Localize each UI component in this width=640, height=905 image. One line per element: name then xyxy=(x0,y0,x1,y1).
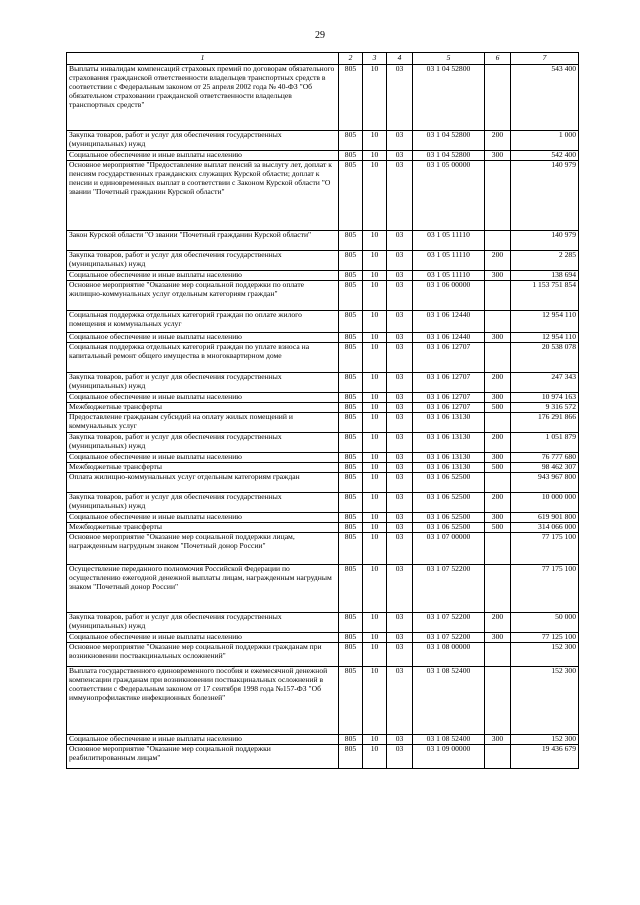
row-expense-type-cell: 300 xyxy=(485,452,511,462)
row-name-cell: Социальная поддержка отдельных категорий граждан по оплате жилого помещения и коммунальных услуг xyxy=(67,310,339,332)
table-row xyxy=(67,744,579,768)
row-expense-type-cell: 300 xyxy=(485,332,511,342)
row-code-cell: 10 xyxy=(363,522,387,532)
table-row xyxy=(67,492,579,512)
row-expense-type-cell xyxy=(485,642,511,666)
row-code-cell: 805 xyxy=(339,280,363,310)
row-name-cell: Социальное обеспечение и иные выплаты населению xyxy=(67,392,339,402)
table-row xyxy=(67,332,579,342)
table-row xyxy=(67,270,579,280)
row-name-cell: Закупка товаров, работ и услуг для обеспечения государственных (муниципальных) нужд xyxy=(67,372,339,392)
row-code-cell: 805 xyxy=(339,642,363,666)
row-name-cell: Социальное обеспечение и иные выплаты населению xyxy=(67,734,339,744)
row-code-cell: 805 xyxy=(339,666,363,734)
table-row xyxy=(67,642,579,666)
row-target-code-cell: 03 1 07 52200 xyxy=(413,564,485,612)
row-code-cell: 03 xyxy=(387,532,413,564)
row-code-cell: 03 xyxy=(387,452,413,462)
row-expense-type-cell: 300 xyxy=(485,632,511,642)
table-row xyxy=(67,512,579,522)
row-code-cell: 03 xyxy=(387,150,413,160)
row-code-cell: 03 xyxy=(387,310,413,332)
row-code-cell: 03 xyxy=(387,632,413,642)
row-code-cell: 805 xyxy=(339,472,363,492)
row-expense-type-cell xyxy=(485,666,511,734)
row-expense-type-cell xyxy=(485,342,511,372)
row-name-cell: Социальное обеспечение и иные выплаты населению xyxy=(67,270,339,280)
row-code-cell: 03 xyxy=(387,280,413,310)
row-expense-type-cell xyxy=(485,160,511,230)
row-name-cell: Осуществление переданного полномочия Российской Федерации по осуществлению ежегодной денежной выплаты лицам, награжденным нагрудным знаком "Почетный донор России" xyxy=(67,564,339,612)
row-target-code-cell: 03 1 06 13130 xyxy=(413,462,485,472)
row-code-cell: 10 xyxy=(363,632,387,642)
row-expense-type-cell: 200 xyxy=(485,130,511,150)
row-expense-type-cell: 500 xyxy=(485,402,511,412)
row-code-cell: 10 xyxy=(363,130,387,150)
table-row xyxy=(67,412,579,432)
table-row xyxy=(67,392,579,402)
table-row xyxy=(67,564,579,612)
row-expense-type-cell xyxy=(485,472,511,492)
row-target-code-cell: 03 1 04 52800 xyxy=(413,150,485,160)
row-code-cell: 805 xyxy=(339,532,363,564)
row-expense-type-cell: 300 xyxy=(485,734,511,744)
table-row xyxy=(67,402,579,412)
row-name-cell: Выплата государственного единовременного пособия и ежемесячной денежной компенсации гражданам при возникновении поствакцинальных осложнений в соответствии с Федеральным законом от 17 сентября 1998 года №157-ФЗ "Об иммунопрофилактике инфекционных болезней" xyxy=(67,666,339,734)
row-amount-cell: 98 462 307 xyxy=(511,462,579,472)
row-name-cell: Социальная поддержка отдельных категорий граждан по уплате взноса на капитальный ремонт общего имущества в многоквартирном доме xyxy=(67,342,339,372)
row-code-cell: 805 xyxy=(339,512,363,522)
row-code-cell: 805 xyxy=(339,332,363,342)
table-row xyxy=(67,130,579,150)
row-amount-cell: 176 291 866 xyxy=(511,412,579,432)
row-amount-cell: 77 175 100 xyxy=(511,564,579,612)
row-code-cell: 805 xyxy=(339,64,363,130)
row-name-cell: Социальное обеспечение и иные выплаты населению xyxy=(67,452,339,462)
table-row xyxy=(67,462,579,472)
row-target-code-cell: 03 1 05 11110 xyxy=(413,250,485,270)
row-amount-cell: 10 974 163 xyxy=(511,392,579,402)
row-code-cell: 805 xyxy=(339,462,363,472)
row-code-cell: 10 xyxy=(363,64,387,130)
row-name-cell: Основное мероприятие "Оказание мер социальной поддержки гражданам при возникновении поствакцинальных осложнений" xyxy=(67,642,339,666)
row-target-code-cell: 03 1 06 52500 xyxy=(413,512,485,522)
row-code-cell: 03 xyxy=(387,250,413,270)
row-code-cell: 03 xyxy=(387,492,413,512)
row-code-cell: 805 xyxy=(339,734,363,744)
row-code-cell: 03 xyxy=(387,230,413,250)
row-amount-cell: 77 175 100 xyxy=(511,532,579,564)
row-code-cell: 805 xyxy=(339,522,363,532)
row-target-code-cell: 03 1 07 52200 xyxy=(413,632,485,642)
row-amount-cell: 152 300 xyxy=(511,734,579,744)
row-name-cell: Межбюджетные трансферты xyxy=(67,522,339,532)
row-amount-cell: 20 538 078 xyxy=(511,342,579,372)
row-amount-cell: 2 285 xyxy=(511,250,579,270)
row-code-cell: 03 xyxy=(387,612,413,632)
row-code-cell: 03 xyxy=(387,432,413,452)
row-amount-cell: 247 343 xyxy=(511,372,579,392)
row-name-cell: Межбюджетные трансферты xyxy=(67,402,339,412)
column-header: 5 xyxy=(413,53,485,65)
table-row xyxy=(67,310,579,332)
row-code-cell: 10 xyxy=(363,492,387,512)
row-name-cell: Закупка товаров, работ и услуг для обеспечения государственных (муниципальных) нужд xyxy=(67,492,339,512)
row-target-code-cell: 03 1 06 52500 xyxy=(413,522,485,532)
row-amount-cell: 12 954 110 xyxy=(511,310,579,332)
row-amount-cell: 76 777 680 xyxy=(511,452,579,462)
row-amount-cell: 12 954 110 xyxy=(511,332,579,342)
row-target-code-cell: 03 1 06 52500 xyxy=(413,492,485,512)
row-code-cell: 805 xyxy=(339,744,363,768)
row-code-cell: 10 xyxy=(363,270,387,280)
row-name-cell: Закупка товаров, работ и услуг для обеспечения государственных (муниципальных) нужд xyxy=(67,432,339,452)
row-amount-cell: 1 000 xyxy=(511,130,579,150)
table-row xyxy=(67,612,579,632)
row-code-cell: 805 xyxy=(339,270,363,280)
row-code-cell: 805 xyxy=(339,612,363,632)
row-expense-type-cell: 500 xyxy=(485,522,511,532)
row-target-code-cell: 03 1 06 12440 xyxy=(413,310,485,332)
row-target-code-cell: 03 1 06 13130 xyxy=(413,412,485,432)
row-code-cell: 10 xyxy=(363,280,387,310)
row-code-cell: 10 xyxy=(363,642,387,666)
row-code-cell: 10 xyxy=(363,462,387,472)
row-target-code-cell: 03 1 08 52400 xyxy=(413,734,485,744)
row-amount-cell: 140 979 xyxy=(511,230,579,250)
table-row xyxy=(67,734,579,744)
row-expense-type-cell xyxy=(485,744,511,768)
row-code-cell: 03 xyxy=(387,270,413,280)
row-expense-type-cell: 200 xyxy=(485,492,511,512)
row-target-code-cell: 03 1 06 12707 xyxy=(413,402,485,412)
row-target-code-cell: 03 1 06 13130 xyxy=(413,432,485,452)
row-target-code-cell: 03 1 06 12707 xyxy=(413,372,485,392)
table-row xyxy=(67,250,579,270)
row-name-cell: Основное мероприятие "Оказание мер социальной поддержки реабилитированным лицам" xyxy=(67,744,339,768)
column-header: 4 xyxy=(387,53,413,65)
row-amount-cell: 542 400 xyxy=(511,150,579,160)
row-code-cell: 03 xyxy=(387,462,413,472)
row-code-cell: 805 xyxy=(339,372,363,392)
row-expense-type-cell: 200 xyxy=(485,612,511,632)
row-amount-cell: 140 979 xyxy=(511,160,579,230)
row-code-cell: 805 xyxy=(339,230,363,250)
row-target-code-cell: 03 1 06 00000 xyxy=(413,280,485,310)
row-code-cell: 10 xyxy=(363,612,387,632)
row-expense-type-cell: 200 xyxy=(485,372,511,392)
column-header: 7 xyxy=(511,53,579,65)
row-amount-cell: 543 400 xyxy=(511,64,579,130)
row-name-cell: Предоставление гражданам субсидий на оплату жилых помещений и коммунальных услуг xyxy=(67,412,339,432)
row-name-cell: Закон Курской области "О звании "Почетный гражданин Курской области" xyxy=(67,230,339,250)
row-code-cell: 805 xyxy=(339,342,363,372)
row-target-code-cell: 03 1 06 13130 xyxy=(413,452,485,462)
row-target-code-cell: 03 1 09 00000 xyxy=(413,744,485,768)
table-row xyxy=(67,472,579,492)
row-code-cell: 03 xyxy=(387,342,413,372)
row-code-cell: 805 xyxy=(339,452,363,462)
table-row xyxy=(67,230,579,250)
row-code-cell: 03 xyxy=(387,130,413,150)
row-name-cell: Основное мероприятие "Оказание мер социальной поддержки по оплате жилищно-коммунальных услуг отдельным категориям граждан" xyxy=(67,280,339,310)
row-code-cell: 805 xyxy=(339,412,363,432)
row-code-cell: 10 xyxy=(363,392,387,402)
table-row xyxy=(67,452,579,462)
row-name-cell: Основное мероприятие "Предоставление выплат пенсий за выслугу лет, доплат к пенсиям государственных гражданских служащих Курской области; доплат к пенсии и единовременных выплат в соответствии с Законом Курской области "О звании "Почетный гражданин Курской области" xyxy=(67,160,339,230)
row-name-cell: Социальное обеспечение и иные выплаты населению xyxy=(67,512,339,522)
row-code-cell: 03 xyxy=(387,522,413,532)
row-code-cell: 03 xyxy=(387,392,413,402)
row-name-cell: Выплаты инвалидам компенсаций страховых премий по договорам обязательного страхования гражданской ответственности владельцев транспортных средств в соответствии с Федеральным законом от 25 апреля 2002 года № 40-ФЗ "Об обязательном страховании гражданской ответственности владельцев транспортных средств" xyxy=(67,64,339,130)
row-code-cell: 805 xyxy=(339,492,363,512)
row-code-cell: 10 xyxy=(363,310,387,332)
row-code-cell: 03 xyxy=(387,402,413,412)
row-expense-type-cell: 300 xyxy=(485,512,511,522)
row-code-cell: 805 xyxy=(339,150,363,160)
row-expense-type-cell: 300 xyxy=(485,270,511,280)
row-code-cell: 10 xyxy=(363,150,387,160)
row-amount-cell: 314 066 000 xyxy=(511,522,579,532)
row-target-code-cell: 03 1 04 52800 xyxy=(413,130,485,150)
row-code-cell: 03 xyxy=(387,332,413,342)
row-amount-cell: 10 000 000 xyxy=(511,492,579,512)
row-code-cell: 805 xyxy=(339,564,363,612)
row-target-code-cell: 03 1 07 52200 xyxy=(413,612,485,632)
column-header: 3 xyxy=(363,53,387,65)
row-code-cell: 10 xyxy=(363,342,387,372)
row-amount-cell: 943 967 800 xyxy=(511,472,579,492)
row-code-cell: 03 xyxy=(387,472,413,492)
row-code-cell: 03 xyxy=(387,160,413,230)
row-name-cell: Социальное обеспечение и иные выплаты населению xyxy=(67,150,339,160)
row-code-cell: 03 xyxy=(387,512,413,522)
row-expense-type-cell: 300 xyxy=(485,150,511,160)
row-code-cell: 805 xyxy=(339,402,363,412)
row-code-cell: 10 xyxy=(363,412,387,432)
row-target-code-cell: 03 1 06 12707 xyxy=(413,342,485,372)
row-name-cell: Оплата жилищно-коммунальных услуг отдельным категориям граждан xyxy=(67,472,339,492)
row-code-cell: 10 xyxy=(363,160,387,230)
row-code-cell: 10 xyxy=(363,564,387,612)
row-target-code-cell: 03 1 05 11110 xyxy=(413,230,485,250)
row-code-cell: 805 xyxy=(339,432,363,452)
row-expense-type-cell xyxy=(485,532,511,564)
budget-table-body xyxy=(67,53,579,769)
row-expense-type-cell xyxy=(485,280,511,310)
row-target-code-cell: 03 1 05 00000 xyxy=(413,160,485,230)
row-target-code-cell: 03 1 08 52400 xyxy=(413,666,485,734)
row-code-cell: 10 xyxy=(363,332,387,342)
row-name-cell: Закупка товаров, работ и услуг для обеспечения государственных (муниципальных) нужд xyxy=(67,250,339,270)
row-code-cell: 10 xyxy=(363,372,387,392)
row-target-code-cell: 03 1 06 52500 xyxy=(413,472,485,492)
row-amount-cell: 152 300 xyxy=(511,666,579,734)
row-code-cell: 03 xyxy=(387,412,413,432)
table-row xyxy=(67,64,579,130)
column-header: 6 xyxy=(485,53,511,65)
table-row xyxy=(67,280,579,310)
row-expense-type-cell: 300 xyxy=(485,392,511,402)
table-row xyxy=(67,150,579,160)
row-name-cell: Социальное обеспечение и иные выплаты населению xyxy=(67,632,339,642)
row-code-cell: 10 xyxy=(363,452,387,462)
row-code-cell: 03 xyxy=(387,734,413,744)
row-amount-cell: 138 694 xyxy=(511,270,579,280)
row-code-cell: 10 xyxy=(363,532,387,564)
row-expense-type-cell: 500 xyxy=(485,462,511,472)
row-code-cell: 03 xyxy=(387,372,413,392)
row-expense-type-cell: 200 xyxy=(485,250,511,270)
budget-table xyxy=(66,52,579,769)
row-expense-type-cell xyxy=(485,564,511,612)
table-row xyxy=(67,632,579,642)
column-header: 2 xyxy=(339,53,363,65)
table-row xyxy=(67,666,579,734)
row-code-cell: 03 xyxy=(387,744,413,768)
row-code-cell: 805 xyxy=(339,310,363,332)
row-expense-type-cell xyxy=(485,64,511,130)
table-row xyxy=(67,532,579,564)
table-row xyxy=(67,522,579,532)
table-row xyxy=(67,160,579,230)
row-code-cell: 10 xyxy=(363,472,387,492)
row-code-cell: 10 xyxy=(363,432,387,452)
row-code-cell: 10 xyxy=(363,512,387,522)
row-code-cell: 805 xyxy=(339,160,363,230)
table-row xyxy=(67,342,579,372)
row-code-cell: 10 xyxy=(363,230,387,250)
row-amount-cell: 50 000 xyxy=(511,612,579,632)
row-code-cell: 10 xyxy=(363,666,387,734)
row-target-code-cell: 03 1 06 12440 xyxy=(413,332,485,342)
column-header: 1 xyxy=(67,53,339,65)
row-code-cell: 03 xyxy=(387,666,413,734)
row-target-code-cell: 03 1 04 52800 xyxy=(413,64,485,130)
row-target-code-cell: 03 1 06 12707 xyxy=(413,392,485,402)
row-code-cell: 10 xyxy=(363,734,387,744)
row-amount-cell: 19 436 679 xyxy=(511,744,579,768)
row-code-cell: 03 xyxy=(387,642,413,666)
row-expense-type-cell xyxy=(485,230,511,250)
row-amount-cell: 77 125 100 xyxy=(511,632,579,642)
table-row xyxy=(67,372,579,392)
row-amount-cell: 1 051 879 xyxy=(511,432,579,452)
table-row xyxy=(67,432,579,452)
row-code-cell: 10 xyxy=(363,744,387,768)
row-expense-type-cell xyxy=(485,310,511,332)
row-name-cell: Межбюджетные трансферты xyxy=(67,462,339,472)
row-amount-cell: 152 300 xyxy=(511,642,579,666)
row-expense-type-cell xyxy=(485,412,511,432)
row-name-cell: Основное мероприятие "Оказание мер социальной поддержки лицам, награжденным нагрудным знаком "Почетный донор России" xyxy=(67,532,339,564)
row-name-cell: Социальное обеспечение и иные выплаты населению xyxy=(67,332,339,342)
row-name-cell: Закупка товаров, работ и услуг для обеспечения государственных (муниципальных) нужд xyxy=(67,612,339,632)
row-code-cell: 10 xyxy=(363,250,387,270)
row-code-cell: 805 xyxy=(339,130,363,150)
row-expense-type-cell: 200 xyxy=(485,432,511,452)
row-amount-cell: 619 901 800 xyxy=(511,512,579,522)
row-code-cell: 03 xyxy=(387,564,413,612)
row-code-cell: 03 xyxy=(387,64,413,130)
row-amount-cell: 9 316 572 xyxy=(511,402,579,412)
row-target-code-cell: 03 1 05 11110 xyxy=(413,270,485,280)
row-code-cell: 805 xyxy=(339,632,363,642)
row-target-code-cell: 03 1 08 00000 xyxy=(413,642,485,666)
page-number: 29 xyxy=(315,30,325,41)
column-header-row xyxy=(67,53,579,65)
row-amount-cell: 1 153 751 854 xyxy=(511,280,579,310)
row-name-cell: Закупка товаров, работ и услуг для обеспечения государственных (муниципальных) нужд xyxy=(67,130,339,150)
row-code-cell: 805 xyxy=(339,250,363,270)
row-code-cell: 805 xyxy=(339,392,363,402)
row-code-cell: 10 xyxy=(363,402,387,412)
row-target-code-cell: 03 1 07 00000 xyxy=(413,532,485,564)
